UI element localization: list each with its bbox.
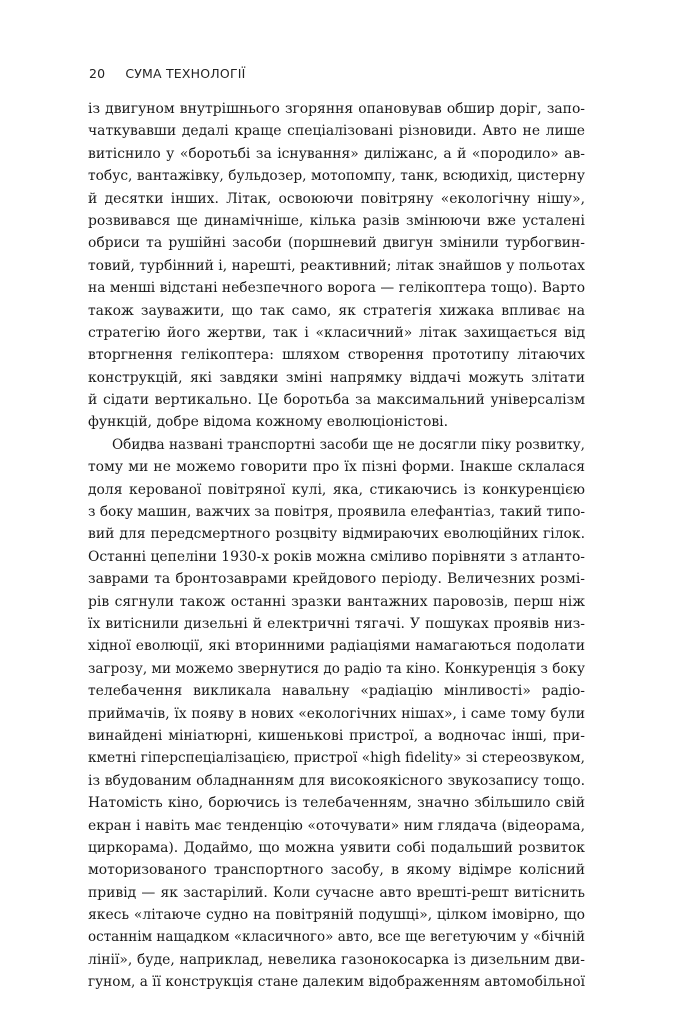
text-line: екран і навіть має тенденцію «оточувати» ним глядача (відеорама, bbox=[88, 817, 585, 834]
text-line: кметні гіперспеціалізацією, пристрої «high fidelity» зі стереозвуком, bbox=[88, 750, 585, 767]
text-line: їх витіснили дизельні й електричні тягачі. У пошуках проявів низ- bbox=[88, 615, 585, 632]
text-line: лінії», буде, наприклад, невелика газонокосарка із дизельним дви- bbox=[88, 951, 585, 968]
text-line: й десятки інших. Літак, освоюючи повітряну «екологічну нішу», bbox=[88, 190, 585, 207]
text-line: тому ми не можемо говорити про їх пізні форми. Інакше склалася bbox=[88, 459, 585, 476]
text-line: стратегію його жертви, так і «класичний» літак захищається від bbox=[88, 324, 585, 341]
text-line: витіснило у «боротьбі за існування» диліжанс, а й «породило» ав- bbox=[88, 145, 585, 162]
text-line: із вбудованим обладнанням для високоякісного звукозапису тощо. bbox=[88, 772, 585, 789]
text-line: циркорама). Додаймо, що можна уявити собі подальший розвиток bbox=[88, 839, 585, 856]
text-line: також зауважити, що так само, як стратегія хижака впливає на bbox=[88, 302, 585, 319]
text-line: Обидва названі транспортні засоби ще не досягли піку розвитку, bbox=[112, 436, 585, 453]
text-line: Натомість кіно, борючись із телебаченням, значно збільшило свій bbox=[88, 795, 585, 812]
text-line: й сідати вертикально. Це боротьба за максимальний універсалізм bbox=[88, 392, 585, 409]
text-line: обриси та рушійні засоби (поршневий двигун змінили турбогвин- bbox=[88, 235, 585, 252]
text-line: на менші відстані небезпечного ворога — гелікоптера тощо). Варто bbox=[88, 280, 585, 297]
text-line: функцій, добре відома кожному еволюціоністові. bbox=[88, 414, 449, 431]
text-line: гуном, а її конструкція стане далеким відображенням автомобільної bbox=[88, 974, 585, 991]
text-line: з боку машин, важчих за повітря, проявила елефантіаз, такий типо- bbox=[88, 504, 586, 521]
text-line: хідної еволюції, які вторинними радіаціями намагаються подолати bbox=[88, 638, 585, 655]
text-line: товий, турбінний і, нарешті, реактивний; літак знайшов у польотах bbox=[88, 257, 585, 274]
text-line: загрозу, ми можемо звернутися до радіо та кіно. Конкуренція з боку bbox=[88, 660, 585, 677]
text-line: вторгнення гелікоптера: шляхом створення прототипу літаючих bbox=[88, 347, 585, 364]
text-line: тобус, вантажівку, бульдозер, мотопомпу, танк, всюдихід, цистерну bbox=[88, 168, 585, 185]
text-line: якесь «літаюче судно на повітряній подушці», цілком імовірно, що bbox=[88, 907, 585, 924]
running-head bbox=[89, 66, 246, 81]
text-line: привід — як застарілий. Коли сучасне авто врешті-решт витіснить bbox=[88, 884, 585, 901]
text-line: чаткувавши дедалі краще спеціалізовані різновиди. Авто не лише bbox=[88, 123, 585, 140]
text-line: рів сягнули також останні зразки вантажних паровозів, перш ніж bbox=[88, 593, 585, 610]
paragraph-2 bbox=[88, 434, 585, 994]
text-line: розвивався ще динамічніше, кілька разів змінюючи вже усталені bbox=[88, 212, 585, 229]
text-line: вий для передсмертного розцвіту відмираючих еволюційних гілок. bbox=[88, 526, 585, 543]
text-line: останнім нащадком «класичного» авто, все ще вегетуючим у «бічній bbox=[88, 929, 585, 946]
text-line: приймачів, їх появу в нових «екологічних нішах», і саме тому були bbox=[88, 705, 585, 722]
text-line: винайдені мініатюрні, кишенькові пристрої, а водночас інші, при- bbox=[88, 727, 585, 744]
book-title: СУМА ТЕХНОЛОГІЇ bbox=[125, 66, 246, 81]
text-line: телебачення викликала навальну «радіацію мінливості» радіо- bbox=[88, 683, 585, 700]
page-number: 20 bbox=[89, 66, 106, 81]
text-line: доля керованої повітряної кулі, яка, стикаючись із конкуренцією bbox=[88, 481, 585, 498]
text-line: Останні цепеліни 1930-х років можна сміливо порівняти з атланто- bbox=[88, 548, 585, 565]
body-text bbox=[88, 98, 585, 994]
text-line: заврами та бронтозаврами крейдового періоду. Величезних розмі- bbox=[88, 571, 585, 588]
text-line: конструкцій, які завдяки зміні напрямку віддачі можуть злітати bbox=[88, 369, 585, 386]
paragraph-1 bbox=[88, 98, 585, 434]
text-line: із двигуном внутрішнього згоряння опановував обшир доріг, запо- bbox=[88, 101, 585, 117]
text-line: моторизованого транспортного засобу, в якому відімре колісний bbox=[88, 862, 585, 879]
